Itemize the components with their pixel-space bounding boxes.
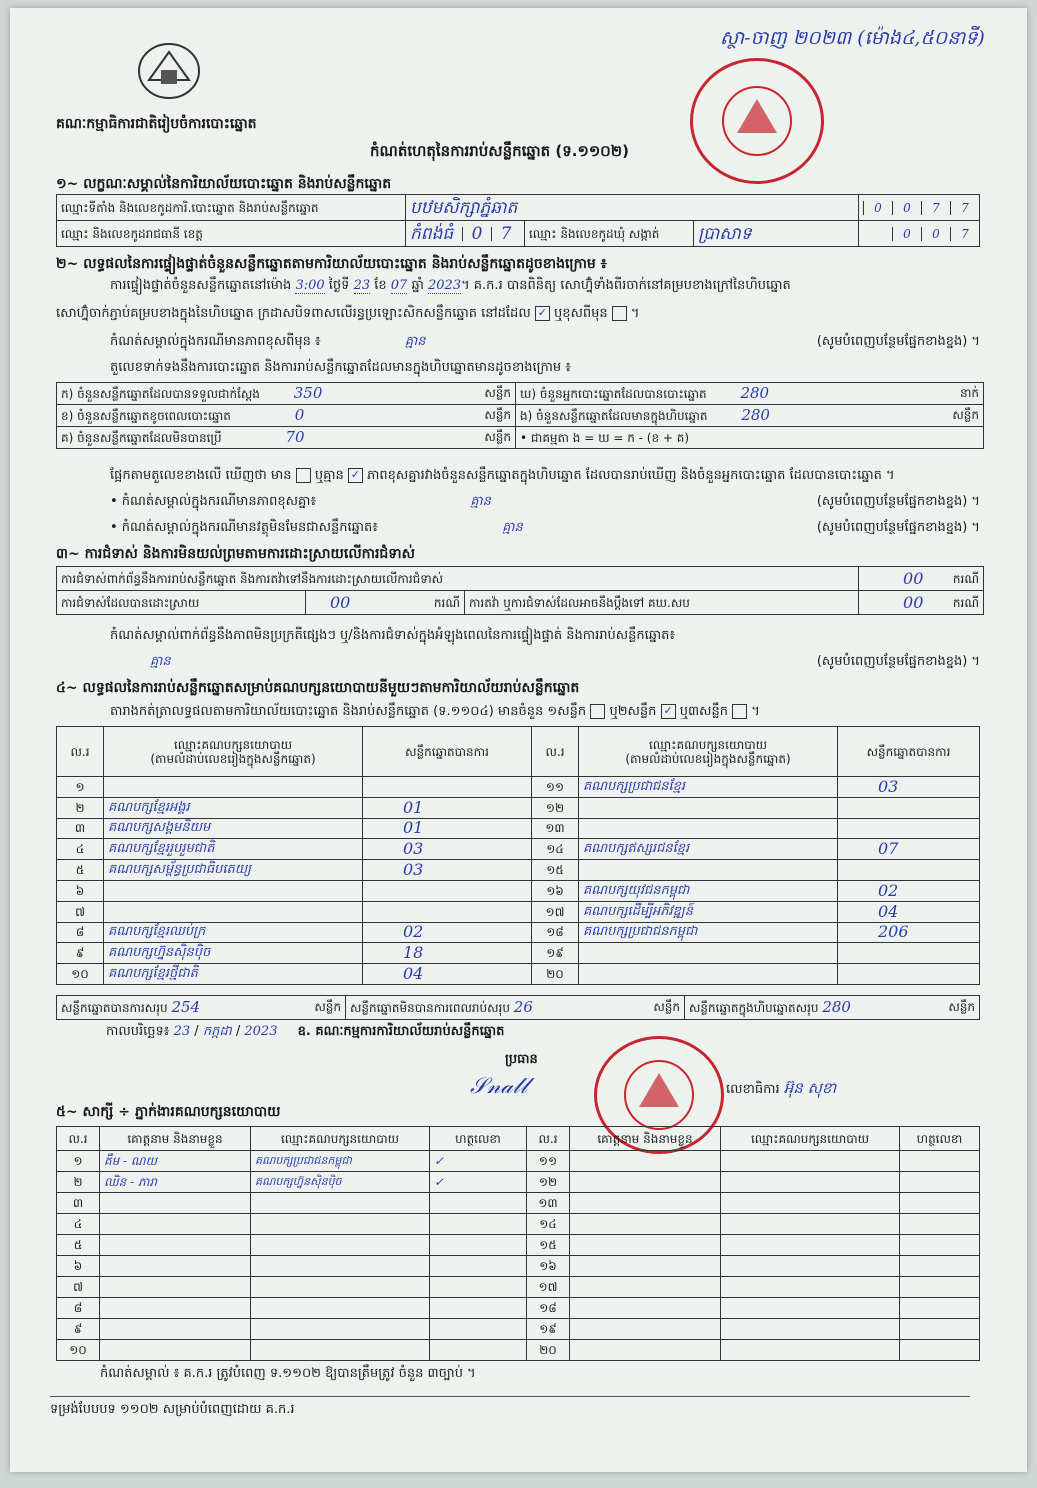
party-no: ១១ [532,777,579,798]
witness-signature [900,1319,980,1340]
witness-signature [900,1193,980,1214]
verification-line-2: សោហ្វ៊ុំចាក់ភ្ជាប់គម្របខាងក្នុងនៃហិបឆ្នោត ក្រដាសបិទពាសលើរន្ធប្រឡោះសិកសន្លឹកឆ្នោត នៅដដែល ✓ ឬខុសពីមុន ។ [56,306,640,321]
party-no: ១៩ [532,943,579,964]
commune-value: ប្រាសាទ [694,221,859,247]
unused-ballots: គ) ចំនួនសន្លឹកឆ្នោតដែលមិនបានប្រើ 70 សន្លឹក [57,427,516,449]
verification-line-1: ការផ្ទៀងផ្ទាត់ចំនួនសន្លឹកឆ្នោតនៅម៉ោង 3:00 ថ្ងៃទី 23 ខែ 07 ឆ្នាំ 2023។ គ.ក.រ បានពិនិត្យ សោហ្វ៊ុំទាំងពីរចាក់នៅគម្របខាងក្រៅនៃហិបឆ្នោត [110,278,791,293]
spoiled-ballots: ខ) ចំនួនសន្លឹកឆ្នោតខូចពេលបោះឆ្នោត 0 សន្លឹក [57,405,516,427]
witness-no: ៥ [57,1235,100,1256]
top-handwritten-note: ស្ថា-ចាញ ២០២៣ (ម៉ោង៤,៥០នាទី) [720,27,985,49]
party-no: ១៦ [532,880,579,901]
party-name: គណបក្សប្រជាជនកម្ពុជា [579,922,838,943]
witness-row [57,1214,980,1235]
witness-name [100,1298,251,1319]
witness-name: គឹម - ណយ [100,1151,251,1172]
witness-party [721,1172,900,1193]
results-row [57,922,980,943]
discrepancy-line: ផ្អែកតាមតួលេខខាងលើ ឃើញថា មាន ឬគ្មាន ✓ ភាពខុសគ្នារវាងចំនួនសន្លឹកឆ្នោតក្នុងហិបឆ្នោត ដែលបានរាប់ឃើញ និងចំនួនអ្នកបោះឆ្នោត ដែលបានបោះឆ្នោត ។ [110,468,895,483]
party-votes [838,818,980,839]
party-votes: 206 [838,922,980,943]
witness-signature [900,1235,980,1256]
results-row [57,943,980,964]
witness-signature [900,1256,980,1277]
results-row [57,839,980,860]
w-col-name: គោត្តនាម និងនាមខ្លួន [100,1127,251,1151]
party-name [579,860,838,881]
party-no: ៦ [57,880,104,901]
party-name: គណបក្សប្រជាជនខ្មែរ [579,777,838,798]
party-votes [838,797,980,818]
secretary-line: លេខាធិការ អ៊ុន សុខា [726,1079,837,1097]
party-name [579,964,838,985]
footer-divider [50,1396,970,1397]
witness-name [100,1256,251,1277]
witness-signature [430,1256,527,1277]
witness-party [251,1235,430,1256]
resolved-count: 00 ករណី [306,591,465,615]
complaints-count: 00 ករណី [859,567,984,591]
witness-party [251,1256,430,1277]
section4-heading: ៤~ លទ្ធផលនៃការរាប់សន្លឹកឆ្នោតសម្រាប់គណបក្សនយោបាយនីមួយៗតាមការិយាល័យរាប់សន្លឹកឆ្នោត [56,680,580,696]
results-row [57,880,980,901]
party-votes: 02 [363,922,532,943]
witness-signature [430,1214,527,1235]
witness-name [100,1319,251,1340]
witness-signature [900,1214,980,1235]
witness-no: ៤ [57,1214,100,1235]
party-no: ៤ [57,839,104,860]
party-votes [838,964,980,985]
witness-no: ១៧ [527,1277,570,1298]
witness-name [100,1214,251,1235]
witness-party [251,1298,430,1319]
no-discrepancy-checkbox[interactable]: ✓ [348,468,363,483]
two-sheet-checkbox[interactable]: ✓ [661,704,676,719]
witness-signature [430,1298,527,1319]
province-value: កំពង់ធំ 0 7 [406,221,525,247]
witness-name [570,1319,721,1340]
witness-no: ១៥ [527,1235,570,1256]
witness-signature [430,1340,527,1361]
witness-name [570,1235,721,1256]
w-col-party: ឈ្មោះគណបក្សនយោបាយ [251,1127,430,1151]
witness-party [721,1151,900,1172]
witness-signature: ✓ [430,1172,527,1193]
witness-row [57,1256,980,1277]
party-name [579,797,838,818]
party-name [579,943,838,964]
irregularity-note: គ្មាន (សូមបំពេញបន្ថែមផ្នែកខាងខ្នង) ។ [150,654,980,669]
witness-no: ២ [57,1172,100,1193]
col-no: ល.រ [57,727,104,777]
witness-party [251,1319,430,1340]
date-line: កាលបរិច្ឆេទ៖ 23 / កក្កដា / 2023 ឧ. គណៈកម្មការការិយាល័យរាប់សន្លឹកឆ្នោត [106,1024,505,1039]
witness-name: ឈិន - ភារា [100,1172,251,1193]
witness-no: ២០ [527,1340,570,1361]
col-votes-2: សន្លឹកឆ្នោតបានការ [838,727,980,777]
w-col-no-2: ល.រ [527,1127,570,1151]
chairman-label: ប្រធាន [505,1052,538,1067]
col-party: ឈ្មោះគណបក្សនយោបាយ (តាមលំដាប់លេខរៀងក្នុងសន្លឹកឆ្នោត) [104,727,363,777]
results-table [56,726,980,985]
party-no: ១៨ [532,922,579,943]
witness-name [100,1193,251,1214]
form-page [10,8,1027,1472]
three-sheet-checkbox[interactable] [732,704,747,719]
party-name: គណបក្សខ្មែររួបរួមជាតិ [104,839,363,860]
party-name [579,818,838,839]
box-total: សន្លឹកឆ្នោតក្នុងហិបឆ្នោតសរុប 280 សន្លឹក [685,996,980,1020]
chairman-signature: 𝒮𝓃𝒶𝓁𝓁 [470,1074,528,1099]
section2-heading: ២~ លទ្ធផលនៃការផ្ទៀងផ្ទាត់ចំនួនសន្លឹកឆ្នោតតាមការិយាល័យបោះឆ្នោត និងរាប់សន្លឹកឆ្នោតដូចខាងក្រោម ៖ [56,256,607,272]
witness-signature [900,1172,980,1193]
location-label: ឈ្មោះទីតាំង និងលេខកូដការិ.បោះឆ្នោត និងរាប់សន្លឹកឆ្នោត [57,195,406,221]
w-col-no: ល.រ [57,1127,100,1151]
witness-no: ៦ [57,1256,100,1277]
witness-party [721,1298,900,1319]
commune-code: 0 0 7 [859,221,980,247]
figures-intro: តួលេខទាក់ទងនឹងការបោះឆ្នោត និងការរាប់សន្លឹកឆ្នោតដែលមានក្នុងហិបឆ្នោតមានដូចខាងក្រោម ៖ [110,360,571,375]
results-row [57,818,980,839]
witness-signature [900,1340,980,1361]
party-name: គណបក្សខ្មែរអង្គរ [104,797,363,818]
appeal-count: 00 ករណី [859,591,984,615]
witness-no: ៧ [57,1277,100,1298]
witness-name [570,1214,721,1235]
party-votes [363,901,532,922]
province-label: ឈ្មោះ និងលេខកូដរាជធានី ខេត្ត [57,221,406,247]
witness-signature [900,1298,980,1319]
witness-party: គណបក្សហ្វ៊ុនស៊ិនប៉ិច [251,1172,430,1193]
witness-no: ១៩ [527,1319,570,1340]
witness-row [57,1340,980,1361]
witness-signature [900,1151,980,1172]
witness-no: ៩ [57,1319,100,1340]
party-no: ១៧ [532,901,579,922]
party-name: គណបក្សសម្ព័ន្ធប្រជាធិបតេយ្យ [104,860,363,881]
witness-name [100,1235,251,1256]
section1-heading: ១~ លក្ខណៈសម្គាល់នៃការិយាល័យបោះឆ្នោត និងរាប់សន្លឹកឆ្នោត [56,176,392,192]
party-votes: 03 [363,860,532,881]
witness-name [570,1340,721,1361]
party-no: ៣ [57,818,104,839]
witness-name [570,1277,721,1298]
party-no: ១ [57,777,104,798]
complaints-label: ការជំទាស់ពាក់ព័ន្ធនឹងការរាប់សន្លឹកឆ្នោត និងការតវ៉ាទៅនឹងការដោះស្រាយលើការជំទាស់ [57,567,859,591]
col-party-2: ឈ្មោះគណបក្សនយោបាយ (តាមលំដាប់លេខរៀងក្នុងសន្លឹកឆ្នោត) [579,727,838,777]
party-votes: 01 [363,797,532,818]
party-name: គណបក្សហ្វ៊ុនស៊ិនប៉ិច [104,943,363,964]
same-checkbox[interactable]: ✓ [535,306,550,321]
witness-signature [430,1319,527,1340]
sheet-count-line: តារាងកត់ត្រាលទ្ធផលតាមការិយាល័យបោះឆ្នោត និងរាប់សន្លឹកឆ្នោត (ទ.១១០៤) មានចំនួន ១សន្លឹក ឬ២សន្លឹក ✓ ឬ៣សន្លឹក ។ [110,704,760,719]
commune-label: ឈ្មោះ និងលេខកូដឃុំ សង្កាត់ [525,221,694,247]
figures-table [56,382,984,449]
valid-total: សន្លឹកឆ្នោតបានការសរុប 254 សន្លឹក [57,996,346,1020]
received-ballots: ក) ចំនួនសន្លឹកឆ្នោតដែលបានទទួលជាក់ស្តែង 350 សន្លឹក [57,383,516,405]
party-name: គណបក្សខ្មែរឈប់ក្រ [104,922,363,943]
party-votes: 07 [838,839,980,860]
party-no: ១៥ [532,860,579,881]
witness-no: ១០ [57,1340,100,1361]
party-no: ២០ [532,964,579,985]
witness-row [57,1235,980,1256]
nec-emblem-icon [135,40,203,102]
has-discrepancy-checkbox[interactable] [296,468,311,483]
witness-no: ១១ [527,1151,570,1172]
witness-no: ១៦ [527,1256,570,1277]
results-row [57,901,980,922]
party-votes [838,943,980,964]
witness-name [100,1340,251,1361]
witness-signature: ✓ [430,1151,527,1172]
witness-name [570,1193,721,1214]
party-votes: 03 [838,777,980,798]
complaints-table [56,566,984,615]
w-col-sign: ហត្ថលេខា [430,1127,527,1151]
witness-party [721,1277,900,1298]
witness-signature [430,1277,527,1298]
voters-voted: ឃ) ចំនួនអ្នកបោះឆ្នោតដែលបានបោះឆ្នោត 280 នាក់ [516,383,984,405]
location-value: បឋមសិក្សាភ្នំឆាត [406,195,859,221]
party-no: ១៤ [532,839,579,860]
party-votes: 18 [363,943,532,964]
party-no: ៧ [57,901,104,922]
witness-party: គណបក្សប្រជាជនកម្ពុជា [251,1151,430,1172]
section1-table [56,194,980,247]
invalid-total: សន្លឹកឆ្នោតមិនបានការពេលរាប់សរុប 26 សន្លឹក [346,996,685,1020]
witness-party [721,1193,900,1214]
party-name: គណបក្សខ្មែរថ្មីជាតិ [104,964,363,985]
results-row [57,777,980,798]
party-no: ៥ [57,860,104,881]
party-votes: 02 [838,880,980,901]
witness-party [251,1214,430,1235]
witness-row [57,1277,980,1298]
location-code: 0 0 7 7 [859,195,980,221]
witness-party [251,1340,430,1361]
witness-row [57,1298,980,1319]
form-title: កំណត់ហេតុនៃការរាប់សន្លឹកឆ្នោត (ទ.១១០២) [370,142,630,160]
witness-row [57,1172,980,1193]
party-votes [363,777,532,798]
witness-name [570,1256,721,1277]
witness-no: ១៤ [527,1214,570,1235]
witness-no: ៣ [57,1193,100,1214]
formula: • ជាគម្មតា ង = ឃ = ក - (ខ + គ) [516,427,984,449]
witness-signature [900,1277,980,1298]
witness-party [721,1319,900,1340]
party-name [104,880,363,901]
totals-table [56,995,980,1020]
w-col-name-2: គោត្តនាម និងនាមខ្លួន [570,1127,721,1151]
party-name [104,901,363,922]
w-col-party-2: ឈ្មោះគណបក្សនយោបាយ [721,1127,900,1151]
witness-signature [430,1193,527,1214]
party-votes: 04 [363,964,532,985]
section5-heading: ៥~ សាក្សី ÷ ភ្នាក់ងារគណបក្សនយោបាយ [56,1104,281,1120]
witness-no: ១៣ [527,1193,570,1214]
witness-row [57,1319,980,1340]
official-stamp-top [690,58,824,184]
footer-form-name: ទម្រង់បែបបទ ១១០២ សម្រាប់បំពេញដោយ គ.ក.រ [50,1402,295,1417]
party-name: គណបក្សយុវជនកម្ពុជា [579,880,838,901]
results-row [57,964,980,985]
witness-name [570,1172,721,1193]
party-votes: 01 [363,818,532,839]
witness-party [251,1277,430,1298]
party-votes [363,880,532,901]
party-no: ១០ [57,964,104,985]
party-votes: 03 [363,839,532,860]
witness-name [570,1151,721,1172]
witness-row [57,1151,980,1172]
footer-note: កំណត់សម្គាល់ ៖ គ.ក.រ ត្រូវបំពេញ ទ.១១០២ ឱ្យបានត្រឹមត្រូវ ចំនួន ៣ច្បាប់ ។ [100,1366,476,1381]
discrepancy-note: • កំណត់សម្គាល់ក្នុងករណីមានភាពខុសគ្នា៖ គ្មាន (សូមបំពេញបន្ថែមផ្នែកខាងខ្នង) ។ [110,494,980,509]
different-checkbox[interactable] [612,306,627,321]
witness-row [57,1193,980,1214]
witness-party [721,1235,900,1256]
party-no: ១៣ [532,818,579,839]
witness-party [251,1193,430,1214]
one-sheet-checkbox[interactable] [590,704,605,719]
witness-no: ១ [57,1151,100,1172]
party-no: ១២ [532,797,579,818]
witness-party [721,1340,900,1361]
appeal-label: ការតវ៉ា ឬការជំទាស់ដែលអាចនឹងប្តឹងទៅ គឃ.សប [465,591,859,615]
irregularity-note-label: កំណត់សម្គាល់ពាក់ព័ន្ធនឹងភាពមិនប្រក្រតីផ្សេងៗ ឬ/និងការជំទាស់ក្នុងអំឡុងពេលនៃការផ្ទៀងផ្ទាត់ និងការរាប់សន្លឹកឆ្នោត៖ [110,628,676,643]
witness-name [570,1298,721,1319]
witness-party [721,1256,900,1277]
col-votes: សន្លឹកឆ្នោតបានការ [363,727,532,777]
difference-note: កំណត់សម្គាល់ក្នុងករណីមានភាពខុសពីមុន ៖ គ្មាន (សូមបំពេញបន្ថែមផ្នែកខាងខ្នង) ។ [110,334,980,349]
party-name [104,777,363,798]
org-name: គណៈកម្មាធិការជាតិរៀបចំការបោះឆ្នោត [56,116,257,132]
resolved-label: ការជំទាស់ដែលបានដោះស្រាយ [57,591,306,615]
col-no-2: ល.រ [532,727,579,777]
witness-table [56,1126,980,1361]
party-name: គណបក្សដើម្បីអភិវឌ្ឍន៍ [579,901,838,922]
party-votes: 04 [838,901,980,922]
witness-no: ១៨ [527,1298,570,1319]
witness-name [100,1277,251,1298]
party-no: ៩ [57,943,104,964]
witness-signature [430,1235,527,1256]
witness-party [721,1214,900,1235]
section3-heading: ៣~ ការជំទាស់ និងការមិនយល់ព្រមតាមការដោះស្រាយលើការជំទាស់ [56,546,415,562]
w-col-sign-2: ហត្ថលេខា [900,1127,980,1151]
party-no: ៨ [57,922,104,943]
party-name: គណបក្សសង្គមនិយម [104,818,363,839]
party-name: គណបក្សឥស្សរជនខ្មែរ [579,839,838,860]
witness-no: ១២ [527,1172,570,1193]
results-row [57,860,980,881]
witness-no: ៨ [57,1298,100,1319]
ballots-in-box: ង) ចំនួនសន្លឹកឆ្នោតដែលមានក្នុងហិបឆ្នោត 280 សន្លឹក [516,405,984,427]
party-votes [838,860,980,881]
results-row [57,797,980,818]
foreign-object-note: • កំណត់សម្គាល់ក្នុងករណីមានវត្ថុមិនមែនជាសន្លឹកឆ្នោត៖ គ្មាន (សូមបំពេញបន្ថែមផ្នែកខាងខ្នង) ។ [110,520,980,535]
party-no: ២ [57,797,104,818]
